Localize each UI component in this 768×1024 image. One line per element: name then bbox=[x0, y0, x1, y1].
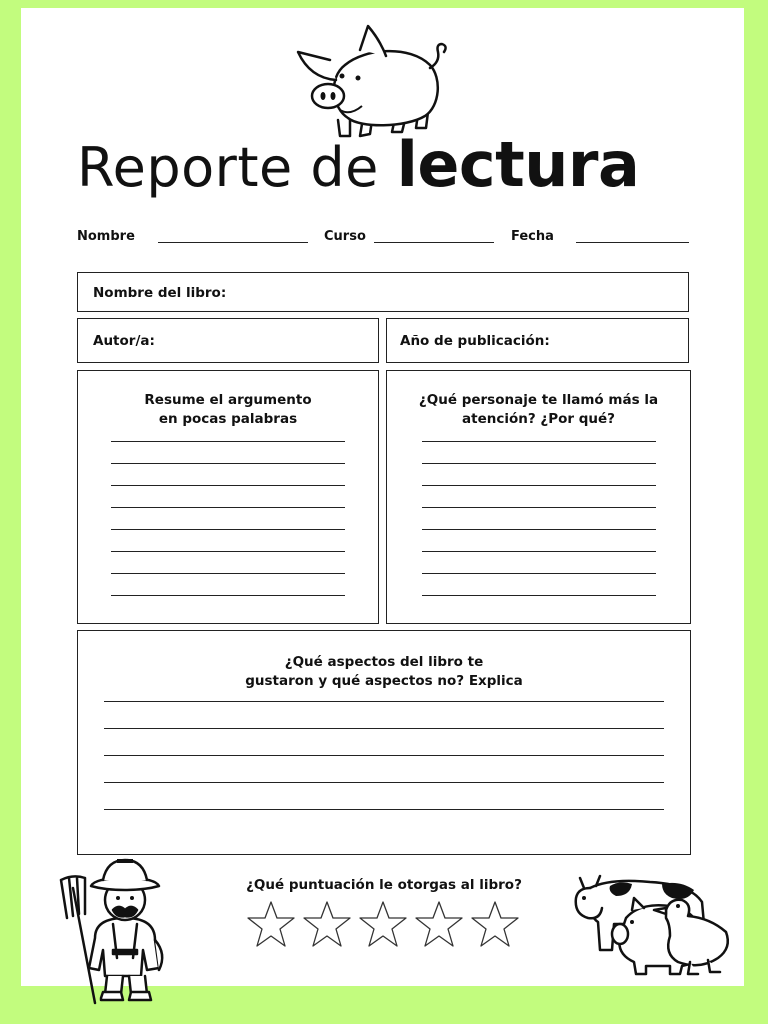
character-writing-line[interactable] bbox=[422, 507, 656, 508]
page-title bbox=[77, 128, 717, 208]
summary-prompt-line2: en pocas palabras bbox=[158, 411, 298, 427]
character-writing-line[interactable] bbox=[422, 485, 656, 486]
year-field[interactable] bbox=[386, 318, 689, 363]
farm-animals-illustration bbox=[570, 858, 740, 983]
summary-prompt-line1: Resume el argumento bbox=[144, 392, 312, 408]
course-field[interactable] bbox=[374, 242, 494, 243]
opinion-writing-line[interactable] bbox=[104, 701, 664, 702]
book-title-label: Nombre del libro: bbox=[93, 285, 227, 301]
rating-question: ¿Qué puntuación le otorgas al libro? bbox=[246, 877, 522, 893]
character-prompt-line1: ¿Qué personaje te llamó más la bbox=[418, 392, 659, 408]
summary-box bbox=[77, 370, 379, 624]
summary-writing-line[interactable] bbox=[111, 441, 345, 442]
summary-prompt bbox=[78, 391, 378, 429]
name-field[interactable] bbox=[158, 242, 308, 243]
character-writing-line[interactable] bbox=[422, 551, 656, 552]
character-prompt bbox=[387, 391, 690, 429]
summary-writing-line[interactable] bbox=[111, 485, 345, 486]
pig-illustration bbox=[290, 20, 450, 140]
course-label: Curso bbox=[324, 229, 366, 244]
author-label: Autor/a: bbox=[93, 333, 155, 349]
author-field[interactable] bbox=[77, 318, 379, 363]
name-label: Nombre bbox=[77, 229, 135, 244]
star-icon[interactable] bbox=[414, 900, 464, 948]
opinion-prompt bbox=[78, 653, 690, 691]
farmer-illustration bbox=[55, 858, 175, 1008]
character-writing-line[interactable] bbox=[422, 573, 656, 574]
character-box bbox=[386, 370, 691, 624]
date-field[interactable] bbox=[576, 242, 689, 243]
opinion-writing-line[interactable] bbox=[104, 755, 664, 756]
character-writing-line[interactable] bbox=[422, 441, 656, 442]
character-prompt-line2: atención? ¿Por qué? bbox=[462, 411, 615, 427]
star-rating bbox=[246, 900, 526, 950]
summary-writing-line[interactable] bbox=[111, 529, 345, 530]
opinion-writing-line[interactable] bbox=[104, 809, 664, 810]
date-label: Fecha bbox=[511, 229, 554, 244]
opinion-prompt-line2: gustaron y qué aspectos no? Explica bbox=[245, 673, 523, 689]
opinion-writing-line[interactable] bbox=[104, 728, 664, 729]
summary-writing-line[interactable] bbox=[111, 507, 345, 508]
character-writing-line[interactable] bbox=[422, 595, 656, 596]
book-title-field[interactable] bbox=[77, 272, 689, 312]
star-icon[interactable] bbox=[246, 900, 296, 948]
summary-writing-line[interactable] bbox=[111, 573, 345, 574]
summary-writing-line[interactable] bbox=[111, 595, 345, 596]
opinion-writing-line[interactable] bbox=[104, 782, 664, 783]
star-icon[interactable] bbox=[302, 900, 352, 948]
year-label: Año de publicación: bbox=[400, 333, 550, 349]
character-writing-line[interactable] bbox=[422, 529, 656, 530]
star-icon[interactable] bbox=[358, 900, 408, 948]
opinion-prompt-line1: ¿Qué aspectos del libro te bbox=[284, 654, 484, 670]
opinion-box bbox=[77, 630, 691, 855]
character-writing-line[interactable] bbox=[422, 463, 656, 464]
star-icon[interactable] bbox=[470, 900, 520, 948]
summary-writing-line[interactable] bbox=[111, 463, 345, 464]
title-bold: lectura bbox=[396, 128, 640, 201]
summary-writing-line[interactable] bbox=[111, 551, 345, 552]
title-light: Reporte de bbox=[77, 136, 397, 199]
